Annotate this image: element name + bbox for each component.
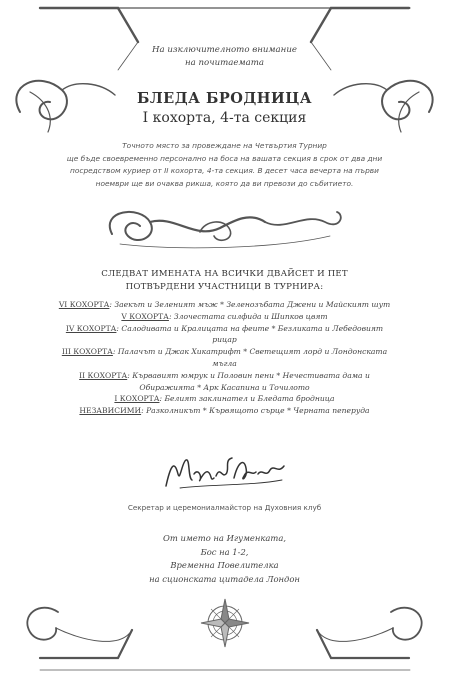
paragraph-line: ноември ще ви очаква рикша, която да ви превози до събитието.: [95, 178, 354, 188]
swirl-divider-icon: [110, 212, 341, 248]
paragraph-line: Точното място за провеждане на Четвъртия Турнир: [122, 141, 327, 150]
list-item: Обиражията * Арк Касапина и Точилото: [139, 382, 310, 392]
participants-list: [16, 299, 433, 417]
signature-caption: Секретар и церемониалмайстор на Духовния клуб: [127, 503, 322, 512]
list-item: рицар: [212, 335, 237, 345]
intro-line: На изключителното внимание: [152, 45, 297, 55]
list-item: II КОХОРТА: Кървавият юмрук и Половин пени * Нечестивата дама и: [79, 370, 370, 380]
closing-line: на сционската цитадела Лондон: [149, 573, 300, 584]
list-item: VI КОХОРТА: Заекът и Зеленият мъж * Зеленозъбата Джени и Майският шут: [58, 300, 391, 309]
participants-heading: [0, 268, 449, 294]
list-item: НЕЗАВИСИМИ: Разколникът * Кървящото сърце * Черната пеперуда: [79, 406, 370, 416]
intro-text: [0, 44, 449, 70]
closing-block: [0, 532, 449, 586]
closing-line: От името на Игуменката,: [163, 533, 286, 543]
intro-line: на почитаемата: [185, 58, 264, 68]
paragraph-line: ще бъде своевременно персонално на боса на вашата секция в срок от два дни: [66, 153, 383, 163]
list-item: V КОХОРТА: Злочестата силфида и Шипков цвят: [121, 311, 328, 321]
heading-line: ПОТВЪРДЕНИ УЧАСТНИЦИ В ТУРНИРА:: [125, 282, 324, 292]
compass-seal-icon: [199, 597, 251, 649]
signature-icon: [160, 448, 290, 498]
recipient-name: БЛЕДА БРОДНИЦА: [136, 90, 313, 107]
list-item: мъгла: [212, 358, 237, 368]
heading-line: СЛЕДВАТ ИМЕНАТА НА ВСИЧКИ ДВАЙСЕТ И ПЕТ: [101, 269, 348, 279]
list-item: IV КОХОРТА: Салодивата и Кралицата на феите * Безликата и Лебедовият: [65, 323, 384, 333]
recipient-cohort: I кохорта, 4-та секция: [142, 110, 307, 126]
list-item: I КОХОРТА: Белият заклинател и Бледата бродница: [114, 394, 335, 404]
list-item: III КОХОРТА: Палачът и Джак Хикатрифт * Светещият лорд и Лондонската: [61, 347, 388, 357]
closing-line: Бос на 1-2,: [200, 546, 249, 557]
closing-line: Временна Повелителка: [170, 560, 279, 570]
paragraph-line: посредством куриер от II кохорта, 4-та секция. В десет часа вечерта на първи: [70, 166, 379, 176]
announcement-paragraph: [40, 140, 409, 190]
